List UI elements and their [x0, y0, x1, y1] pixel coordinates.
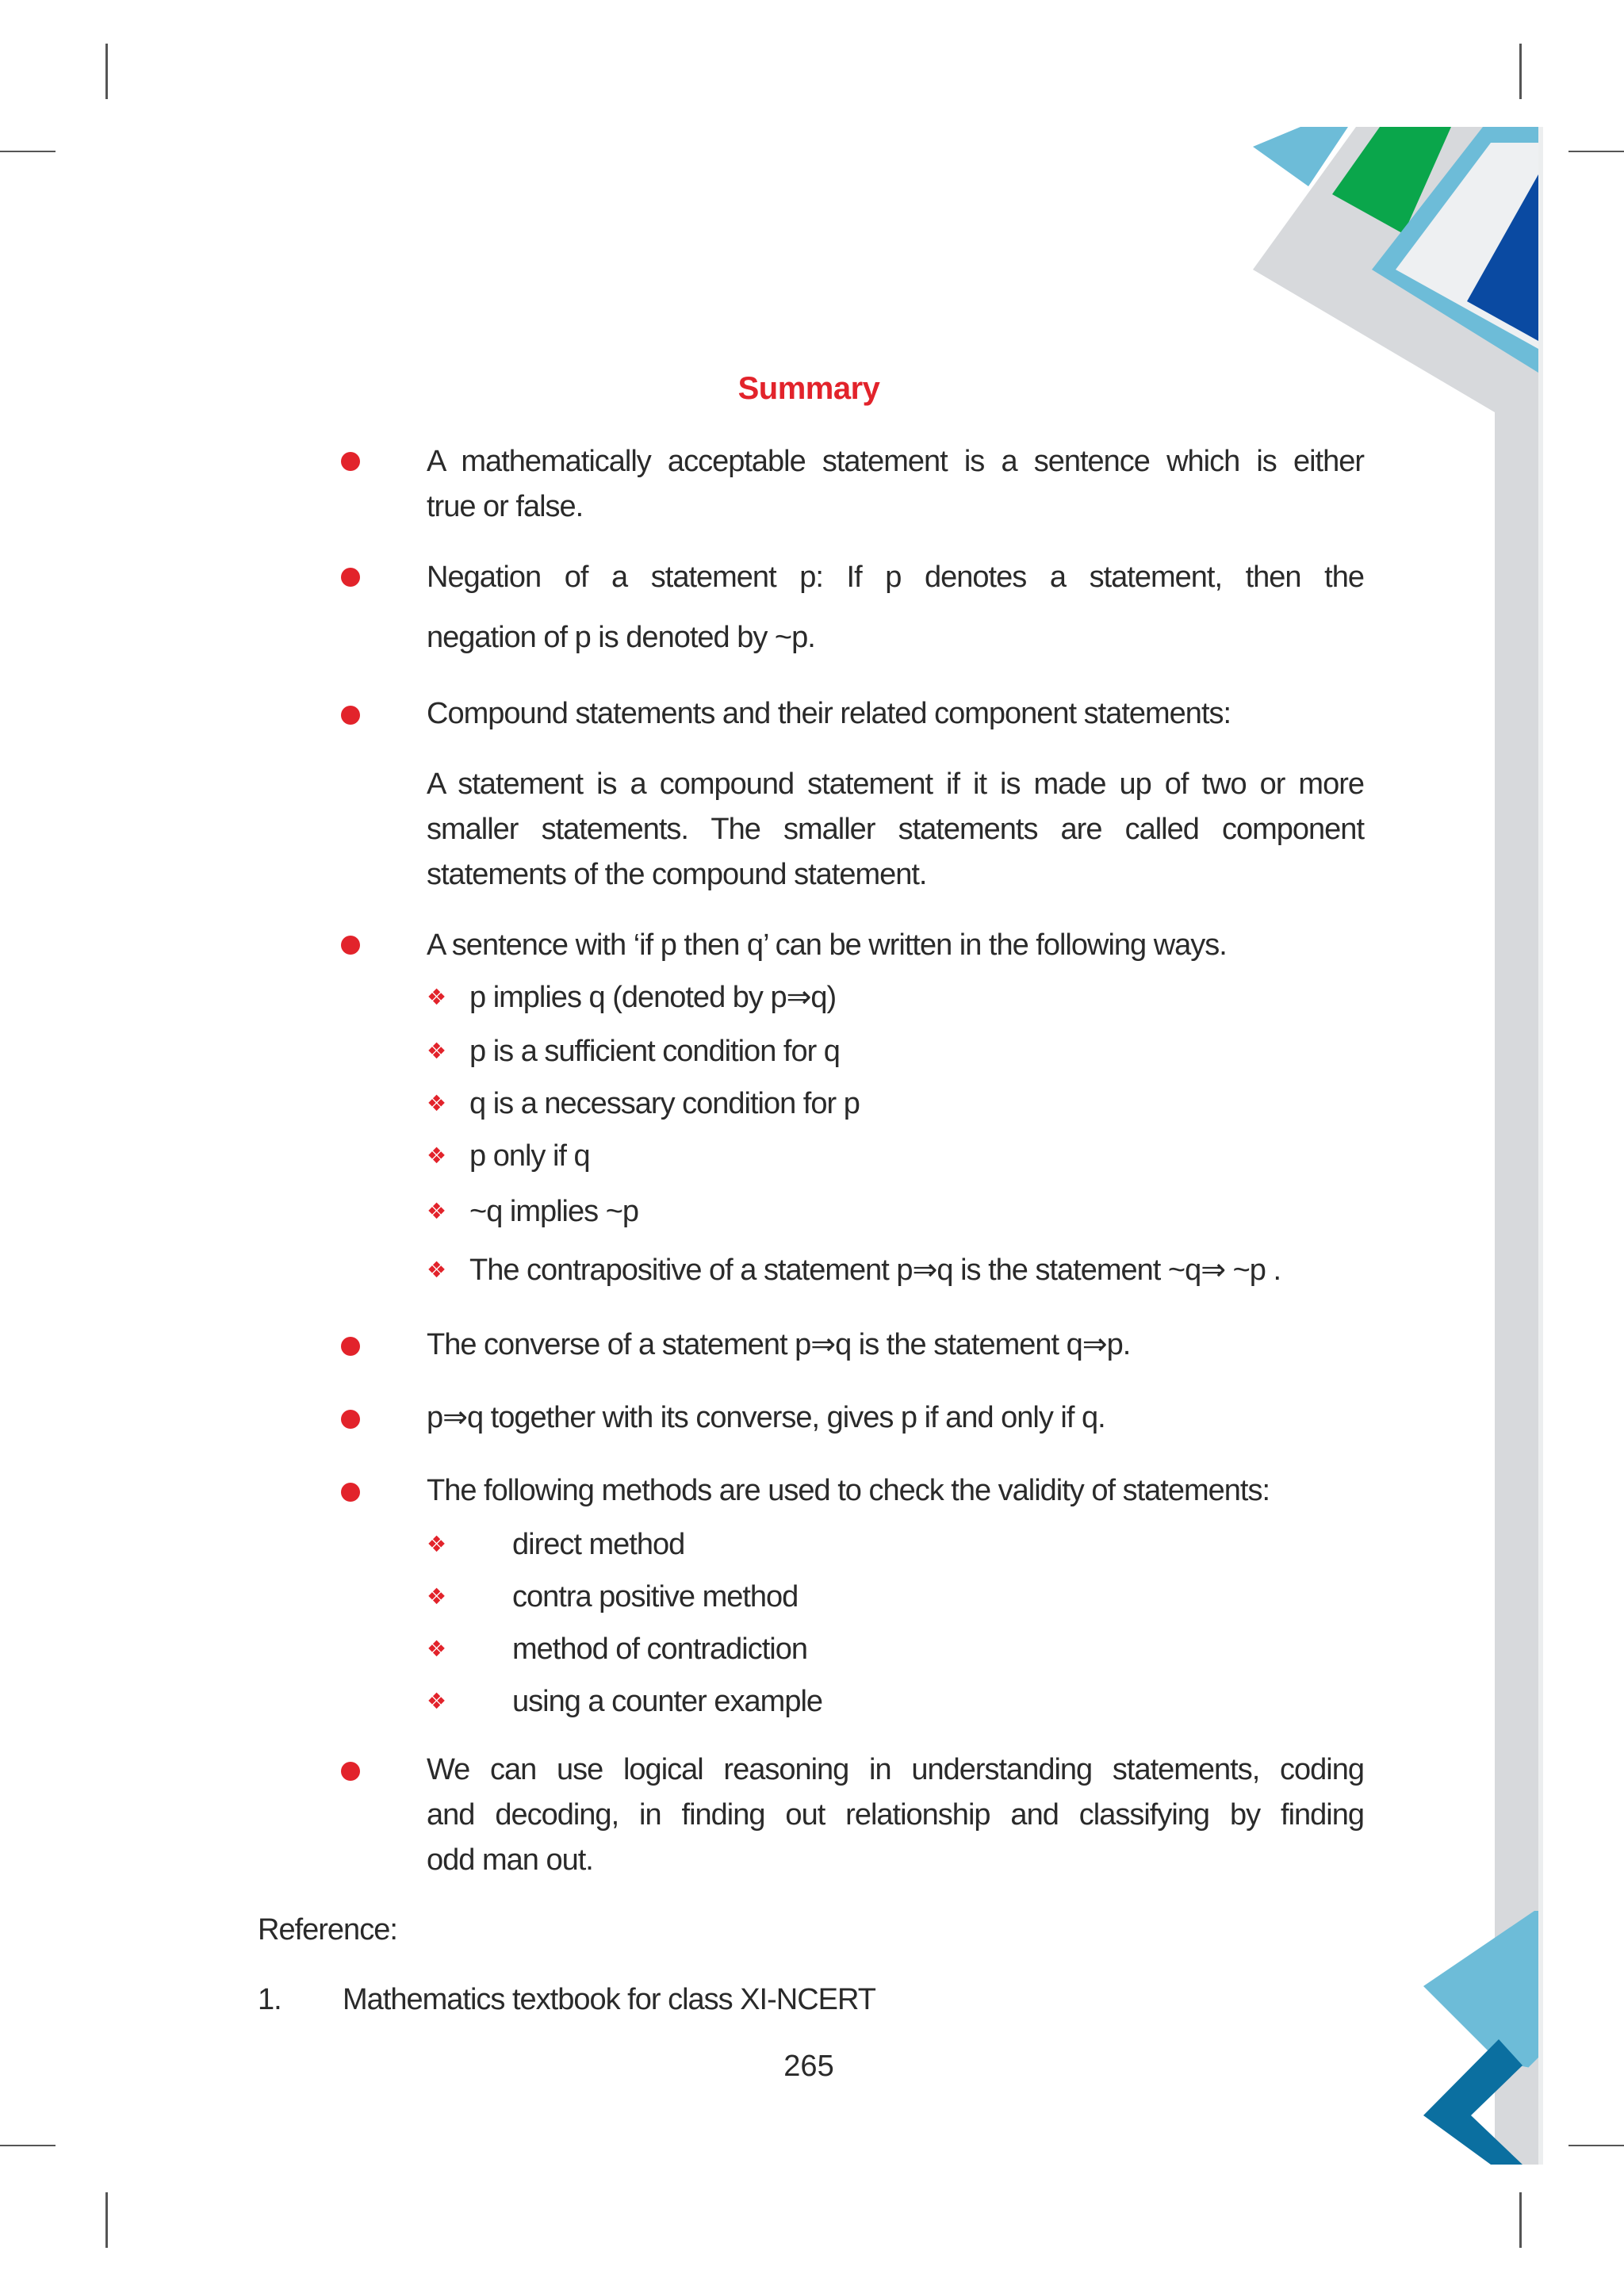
list-item-line: The converse of a statement p⇒q is the statement q⇒p. [427, 1328, 1131, 1361]
sub-item: p only if q [469, 1139, 590, 1173]
red-dot-bullet-icon [341, 1337, 360, 1356]
red-dot-bullet-icon [341, 706, 360, 725]
red-dot-bullet-icon [341, 452, 360, 471]
list-item-line: odd man out. [427, 1843, 593, 1877]
reference-text: Mathematics textbook for class XI-NCERT [343, 1983, 875, 2016]
right-grey-band [1495, 381, 1538, 2165]
sub-item: direct method [512, 1528, 685, 1561]
diamond-bullet-icon: ❖ [427, 1199, 447, 1223]
diamond-bullet-icon: ❖ [427, 1584, 447, 1609]
diamond-bullet-icon: ❖ [427, 1143, 447, 1168]
list-item-line: Compound statements and their related component statements: [427, 697, 1231, 730]
diamond-bullet-icon: ❖ [427, 1258, 447, 1282]
sub-item: method of contradiction [512, 1633, 808, 1666]
bottom-blue-diamond [1423, 1911, 1538, 2069]
right-edge-strip [1538, 127, 1543, 2165]
sub-item: using a counter example [512, 1685, 823, 1718]
red-dot-bullet-icon [341, 1483, 360, 1502]
reference-number: 1. [258, 1983, 282, 2016]
list-item-line: and decoding, in finding out relationship and classifying by finding [427, 1798, 1364, 1832]
red-dot-bullet-icon [341, 1410, 360, 1429]
red-dot-bullet-icon [341, 936, 360, 955]
list-item-line: We can use logical reasoning in understanding statements, coding [427, 1753, 1364, 1786]
sub-item: contra positive method [512, 1580, 799, 1614]
list-item-line: Negation of a statement p: If p denotes a statement, then the [427, 561, 1364, 594]
page-title: Summary [737, 371, 880, 406]
sub-item: p implies q (denoted by p⇒q) [469, 981, 837, 1014]
diamond-bullet-icon: ❖ [427, 1091, 447, 1116]
list-item-line: A mathematically acceptable statement is a sentence which is either [427, 445, 1364, 478]
page-number: 265 [783, 2050, 834, 2083]
diamond-bullet-icon: ❖ [427, 1689, 447, 1713]
paragraph-line: smaller statements. The smaller statements are called component [427, 813, 1364, 846]
diamond-bullet-icon: ❖ [427, 985, 447, 1009]
diamond-bullet-icon: ❖ [427, 1039, 447, 1063]
diamond-bullet-icon: ❖ [427, 1636, 447, 1661]
red-dot-bullet-icon [341, 1762, 360, 1781]
sub-item: ~q implies ~p [469, 1195, 639, 1228]
paragraph-line: statements of the compound statement. [427, 858, 927, 891]
sub-item: p is a sufficient condition for q [469, 1035, 840, 1068]
sub-item: The contrapositive of a statement p⇒q is the statement ~q⇒ ~p . [469, 1254, 1281, 1287]
diamond-bullet-icon: ❖ [427, 1532, 447, 1556]
red-dot-bullet-icon [341, 568, 360, 587]
list-item-line: The following methods are used to check the validity of statements: [427, 1474, 1270, 1507]
reference-label: Reference: [258, 1913, 397, 1947]
paragraph-line: A statement is a compound statement if it is made up of two or more [427, 768, 1364, 801]
list-item-line: p⇒q together with its converse, gives p if and only if q. [427, 1401, 1105, 1434]
sub-item: q is a necessary condition for p [469, 1087, 860, 1120]
list-item-line: negation of p is denoted by ~p. [427, 621, 815, 654]
list-item-line: true or false. [427, 490, 584, 523]
list-item-line: A sentence with ‘if p then q’ can be written in the following ways. [427, 928, 1227, 962]
